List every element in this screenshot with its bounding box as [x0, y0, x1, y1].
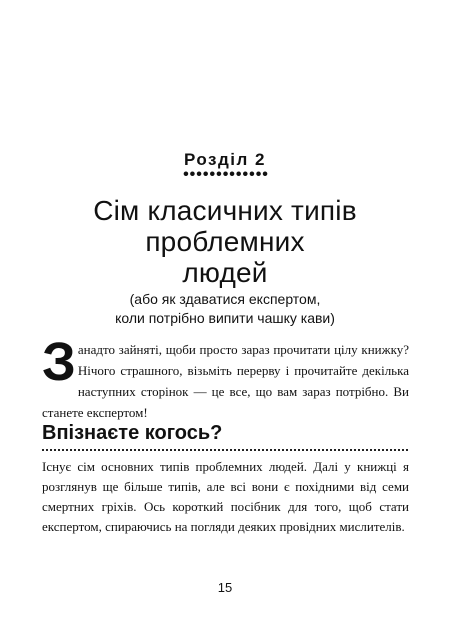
body-paragraph: Існує сім основних типів проблемних людей. Далі у книжці я розглянув ще більше типів, але всі вони є похідними від семи смертних гріхів. Ось короткий посібник для того, щоб стати експертом, спираючись на погляди деяких провідних мислителів.	[42, 459, 409, 534]
intro-paragraph	[42, 332, 409, 423]
drop-cap: З	[42, 332, 76, 392]
chapter-label: Розділ 2	[183, 150, 267, 169]
chapter-subtitle-line: (або як здаватися експертом,	[129, 291, 321, 307]
chapter-title	[40, 195, 410, 288]
chapter-title-line: Сім класичних типів	[93, 195, 357, 226]
chapter-subtitle-line: коли потрібно випити чашку кави)	[115, 310, 335, 326]
section-heading: Впізнаєте когось?	[42, 422, 223, 444]
intro-text: анадто зайняті, щоби просто зараз прочитати цілу книжку? Нічого страшного, візьміть перерву і прочитайте декілька наступних сторінок — це все, що вам зараз потрібно. Ви станете експертом!	[42, 342, 409, 420]
chapter-title-line: проблемних	[145, 226, 305, 257]
chapter-dots-divider: •••••••••••••	[183, 166, 269, 183]
page-number: 15	[217, 580, 233, 595]
chapter-title-line: людей	[182, 257, 268, 288]
section-dotted-rule	[42, 449, 408, 451]
chapter-subtitle	[40, 290, 410, 328]
